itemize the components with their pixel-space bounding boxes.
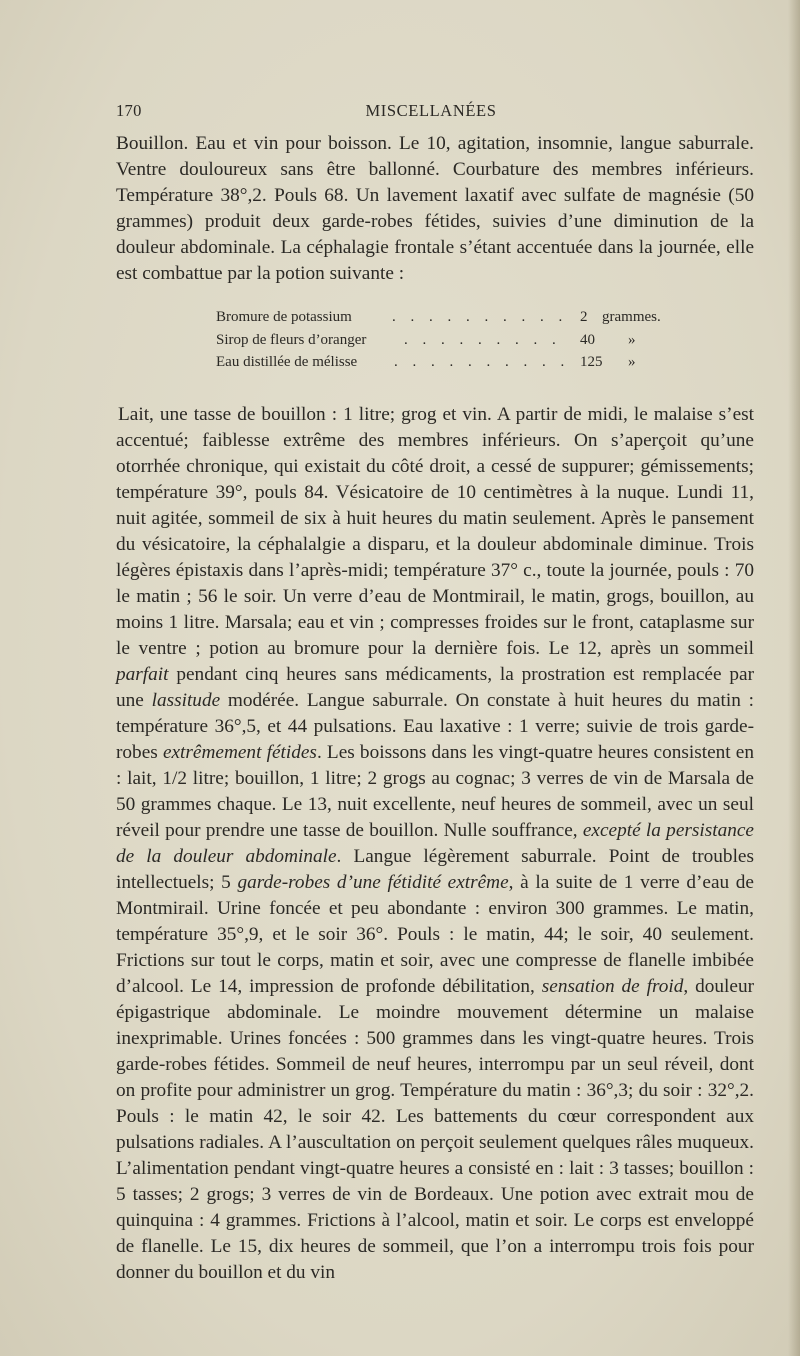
prescription-list [216, 306, 686, 374]
prescription-row [216, 329, 686, 352]
ingredient-quantity: 2 [580, 309, 588, 325]
prescription-row [216, 306, 686, 329]
leader-dots: . . . . . . . . . [404, 331, 562, 348]
text-run: . Les boissons dans les vingt-quatre heures consistent en : lait, 1/2 litre; bouillon, 1 litre; 2 grogs au cognac; 3 verres de vin de Marsala de 50 grammes chaque. Le 13, nuit excellente, neuf heures de sommeil, avec un seul réveil pour prendre une tasse de bouillon. Nulle souffrance, [116, 742, 754, 841]
text-run: Lait, une tasse de bouillon : 1 litre; grog et vin. A partir de midi, le malaise s’est accentué; faiblesse extrême des membres inférieurs. On s’aperçoit qu’une otorrhée chronique, qui existait du côté droit, a cessé de suppurer; gémissements; température 39°, pouls 84. Vésicatoire de 10 centimètres à la nuque. Lundi 11, nuit agitée, sommeil de six à huit heures du matin seulement. Après le pansement du vésicatoire, la céphalalgie a disparu, et la douleur abdominale diminue. Trois légères épistaxis dans l’après-midi; température 37° c., toute la journée, pouls : 70 le matin ; 56 le soir. Un verre d’eau de Montmirail, le matin, grogs, bouillon, au moins 1 litre. Marsala; eau et vin ; compresses froides sur le front, cataplasme sur le ventre ; potion au bromure pour la dernière fois. Le 12, après un sommeil [116, 404, 754, 659]
page-number: 170 [116, 101, 142, 120]
leader-dots: . . . . . . . . . . [392, 309, 568, 325]
italic-run: lassitude [151, 690, 221, 711]
italic-run: sensation de froid [541, 976, 684, 997]
text-run: modérée. Langue saburrale. On constate à huit heures du matin : température 36°,5, et 44 pulsations. Eau laxative : 1 verre; suivie de trois garde-robes [116, 690, 754, 763]
ingredient-name: Sirop de fleurs d’oranger [216, 331, 367, 348]
italic-run: parfait [116, 664, 169, 685]
text-run: , douleur épigastrique abdominale. Le moindre mouvement détermine un malaise inexprimable. Urines foncées : 500 grammes dans les vingt-quatre heures. Trois garde-robes fétides. Sommeil de neuf heures, interrompu par un seul réveil, dont on profite pour administrer un grog. Température du matin : 36°,3; du soir : 32°,2. Pouls : le matin 42, le soir 42. Les battements du cœur correspondent aux pulsations radiales. A l’auscultation on perçoit seulement quelques râles muqueux. L’alimentation pendant vingt-quatre heures a consisté en : lait : 3 tasses; bouillon : 5 tasses; 2 grogs; 3 verres de vin de Bordeaux. Une potion avec extrait mou de quinquina : 4 grammes. Frictions à l’alcool, matin et soir. Le corps est enveloppé de flanelle. Le 15, dix heures de sommeil, que l’on a interrompu trois fois pour donner du bouillon et du vin [116, 976, 755, 1283]
prescription-row [216, 351, 686, 374]
italic-run: garde-robes d’une fétidité extrême [237, 872, 509, 893]
ingredient-quantity: 125 [580, 354, 603, 370]
running-head: MISCELLANÉES [365, 101, 497, 120]
leader-dots: . . . . . . . . . . [394, 354, 570, 370]
italic-run: excepté la persistance de la douleur abdominale [116, 820, 754, 867]
ingredient-unit: grammes. [602, 309, 661, 325]
text-run: pendant cinq heures sans médicaments, la prostration est remplacée par une [116, 664, 754, 711]
paragraph-1-text: Bouillon. Eau et vin pour boisson. Le 10, agitation, insomnie, langue saburrale. Ventre douloureux sans être ballonné. Courbature des membres inférieurs. Température 38°,2. Pouls 68. Un lavement laxatif avec sulfate de magnésie (50 grammes) produit deux garde-robes fétides, suivies d’une diminution de la douleur abdominale. La céphalagie frontale s’étant accentuée dans la journée, elle est combattue par la potion suivante : [116, 133, 754, 284]
ingredient-unit: » [628, 354, 636, 370]
ingredient-quantity: 40 [580, 331, 595, 348]
text-run: , à la suite de 1 verre d’eau de Montmirail. Urine foncée et peu abondante : environ 300 grammes. Le matin, température 35°,9, et le soir 36°. Pouls : le matin, 44; le soir, 40 seulement. Frictions sur tout le corps, matin et soir, avec une compresse de flanelle imbibée d’alcool. Le 14, impression de profonde débilitation, [116, 872, 754, 997]
text-run: . Langue légèrement saburrale. Point de troubles intellectuels; 5 [116, 846, 754, 893]
ingredient-unit: » [628, 331, 636, 348]
ingredient-name: Eau distillée de mélisse [216, 354, 358, 370]
paragraph-2-text [116, 402, 754, 1286]
page-header [116, 101, 746, 125]
paragraph-2 [116, 402, 754, 1286]
italic-run: extrêmement fétides [162, 742, 317, 763]
page-gutter-shadow [788, 0, 800, 1356]
paragraph-1 [116, 131, 754, 287]
ingredient-name: Bromure de potassium [216, 309, 352, 325]
